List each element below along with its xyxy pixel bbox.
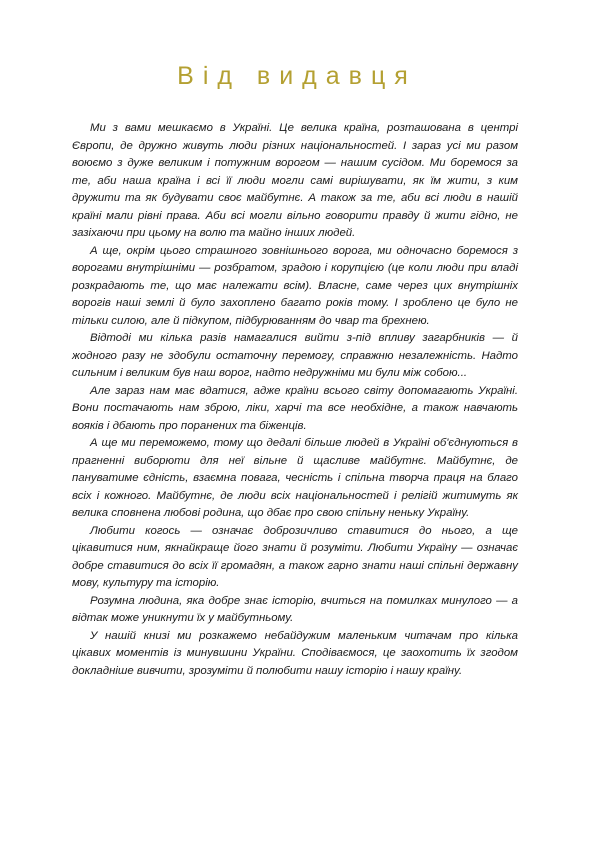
paragraph: Ми з вами мешкаємо в Україні. Це велика країна, розташована в центрі Європи, де дружно живуть люди різних національностей. І зараз усі ми разом воюємо з дуже великим і потужним ворогом — нашим сусідом. Ми боремося за те, аби наша країна і всі її люди могли самі вирішувати, як їм жити, з ким дружити та як будувати своє майбутнє. А також за те, аби всі люди в нашій країні мали рівні права. Аби всі могли вільно говорити правду й жити гідно, не зазіхаючи при цьому на волю та майно інших людей. [72,122,518,239]
paragraph: А ще, окрім цього страшного зовнішнього ворога, ми одночасно боремося з ворогами внутрішніми — розбратом, зрадою і корупцією (це коли люди при владі розкрадають те, що має належати всім). Власне, саме через цих внутрішніх ворогів наші землі й було захоплено багато років тому. І зроблено це було не тільки силою, але й підкупом, підбурюванням до чвар та брехнею. [72,244,518,327]
page-title: Від видавця [177,62,417,90]
paragraph: Але зараз нам має вдатися, адже країни всього світу допомагають Україні. Вони постачають нам зброю, ліки, харчі та все необхідне, а також навчають вояків і дбають про поранених та біженців. [72,384,518,432]
body-text [72,120,518,680]
paragraph: Розумна людина, яка добре знає історію, вчиться на помилках минулого — а відтак може уникнути їх у майбутньому. [72,594,518,624]
paragraph: У нашій книзі ми розкажемо небайдужим маленьким читачам про кілька цікавих моментів із минувшини України. Сподіваємося, це заохотить їх згодом докладніше вивчити, зрозуміти й полюбити нашу історію і нашу країну. [72,629,518,677]
paragraph: Любити когось — означає доброзичливо ставитися до нього, а ще цікавитися ним, якнайкраще його знати й розуміти. Любити Україну — означає добре ставитися до всіх її громадян, а також гарно знати наші спільні державну мову, культуру та історію. [72,524,518,589]
paragraph: Відтоді ми кілька разів намагалися вийти з-під впливу загарбників — й жодного разу не здобули остаточну перемогу, справжню незалежність. Надто сильним і великим був наш ворог, надто недружніми ми були між собою... [72,332,518,379]
paragraph: А ще ми переможемо, тому що дедалі більше людей в Україні об'єднуються в прагненні виборюти для неї вільне й щасливе майбутнє. Майбутнє, де пануватиме єдність, взаємна повага, чесність і спільна творча праця на благо всіх і кожного. Майбутнє, де люди всіх національностей і релігій житимуть як велика сповнена любові родина, що дбає про свою спільну неньку Україну. [72,437,518,519]
